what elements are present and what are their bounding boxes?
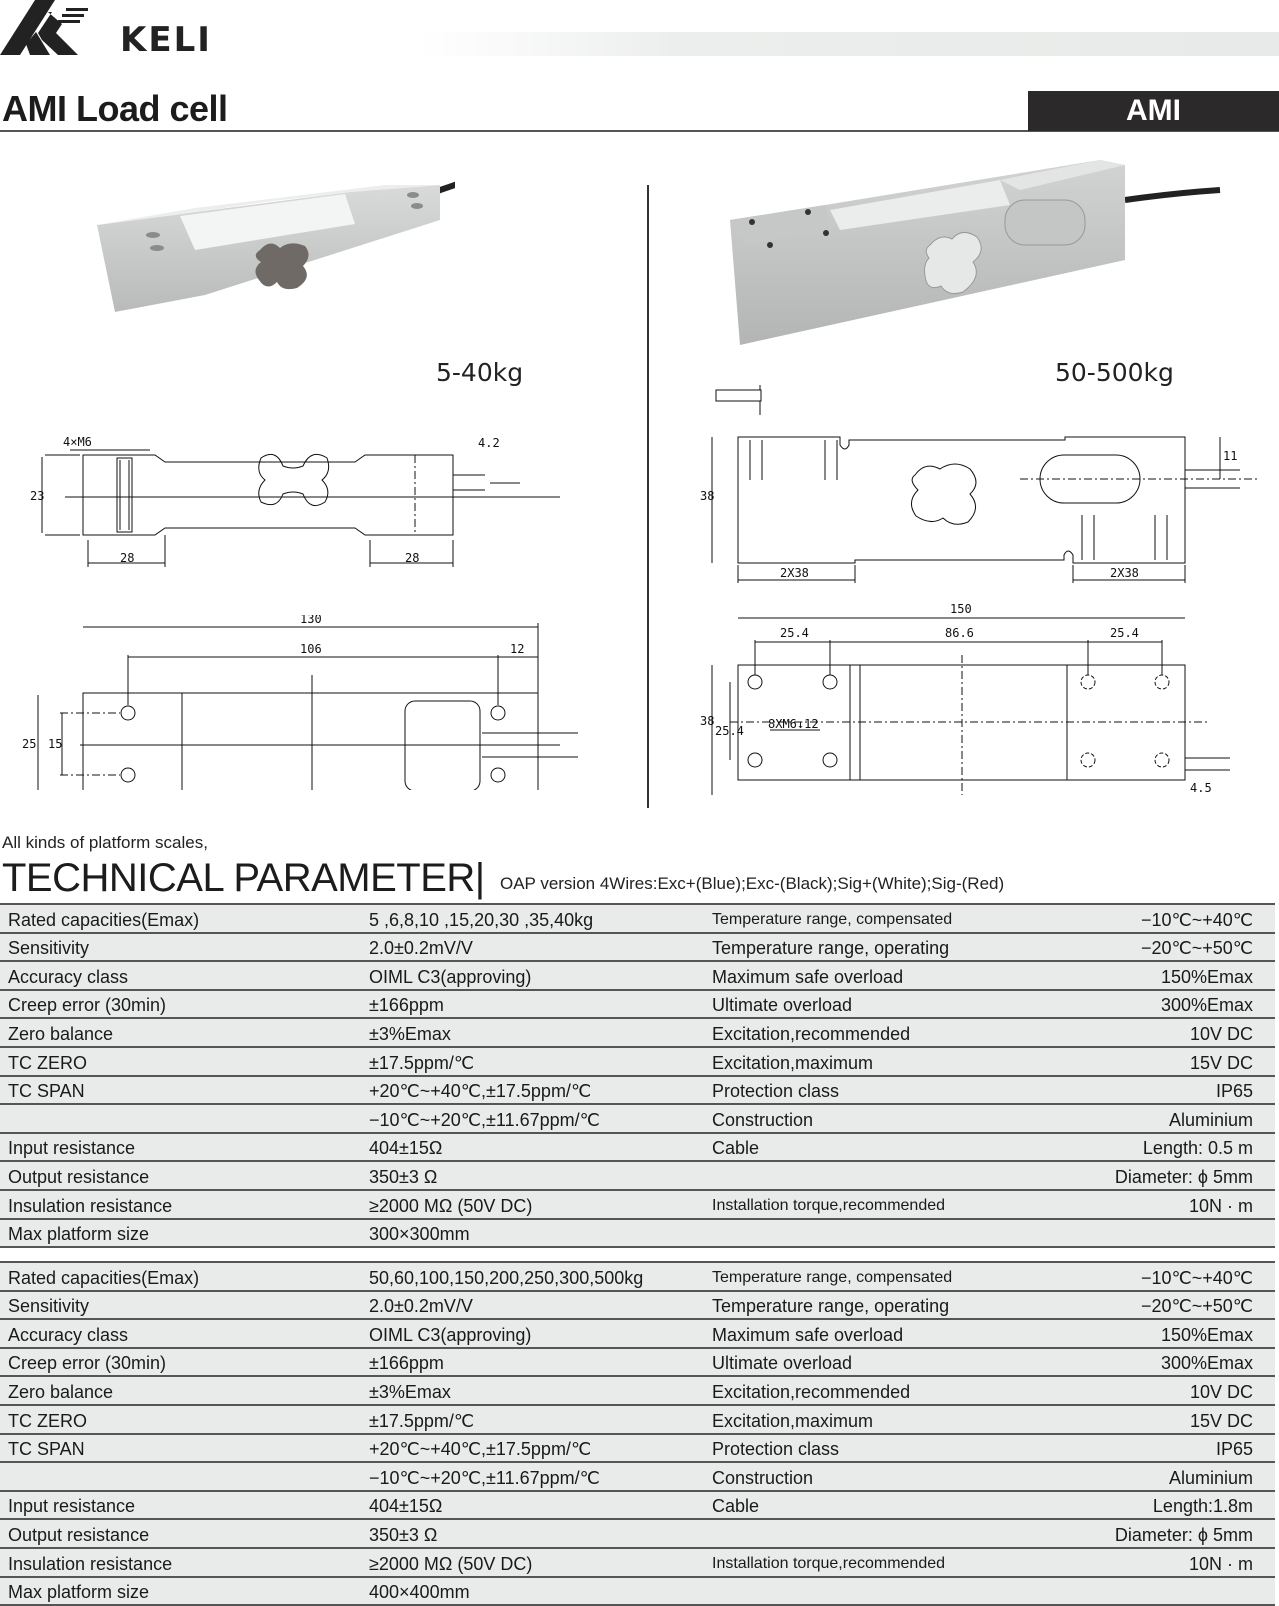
dim-38-top: 38: [700, 714, 715, 728]
drawing-top-5-40kg: [20, 615, 580, 790]
dim-25: 25: [22, 737, 37, 751]
model-badge: AMI: [1028, 91, 1279, 131]
technical-drawing: [20, 435, 580, 585]
dim-150: 150: [950, 602, 972, 616]
table-row: Rated capacities(Emax) 50,60,100,150,200,250,300,500kg Temperature range, compensated −10℃~+40℃: [0, 1262, 1275, 1291]
dim-28-right: 28: [405, 551, 420, 565]
dim-12: 12: [510, 642, 525, 656]
spec-table-50-500kg: [0, 1261, 1275, 1606]
table-row: Input resistance 404±15Ω Cable Length:1.8m: [0, 1491, 1275, 1520]
keli-logo-icon: [0, 0, 120, 60]
table-row: Output resistance 350±3 Ω Diameter: ϕ 5mm: [0, 1519, 1275, 1548]
wiring-note: OAP version 4Wires:Exc+(Blue);Exc-(Black);Sig+(White);Sig-(Red): [500, 874, 1005, 893]
load-cell-image: [95, 180, 455, 330]
table-row: Input resistance 404±15Ω Cable Length: 0.5 m: [0, 1133, 1275, 1162]
dim-2x38-right: 2X38: [1110, 566, 1139, 580]
table-row: −10℃~+20℃,±11.67ppm/℃ Construction Aluminium: [0, 1462, 1275, 1491]
product-caption-50-500kg: 50-500kg: [1055, 358, 1174, 387]
table-row: Zero balance ±3%Emax Excitation,recommended 10V DC: [0, 1018, 1275, 1047]
dim-4-5: 4.5: [1190, 781, 1212, 795]
page-title: AMI Load cell: [2, 88, 228, 129]
table-row: Creep error (30min) ±166ppm Ultimate overload 300%Emax: [0, 990, 1275, 1019]
dim-106: 106: [300, 642, 322, 656]
dim-23: 23: [30, 489, 45, 503]
table-row: Sensitivity 2.0±0.2mV/V Temperature range, operating −20℃~+50℃: [0, 933, 1275, 962]
table-row: Zero balance ±3%Emax Excitation,recommended 10V DC: [0, 1376, 1275, 1405]
table-row: TC ZERO ±17.5ppm/℃ Excitation,maximum 15V DC: [0, 1047, 1275, 1076]
dim-15: 15: [48, 737, 63, 751]
dim-25-4-vert: 25.4: [715, 724, 744, 738]
header-gradient-bar: [420, 32, 1279, 56]
section-heading: TECHNICAL PARAMETER|: [2, 856, 485, 900]
table-row: Insulation resistance ≥2000 MΩ (50V DC) Installation torque,recommended 10N · m: [0, 1190, 1275, 1219]
drawing-side-50-500kg: [700, 385, 1279, 595]
technical-drawing: [700, 385, 1279, 595]
table-row: TC SPAN +20℃~+40℃,±17.5ppm/℃ Protection class IP65: [0, 1076, 1275, 1105]
product-photo-5-40kg: [95, 180, 455, 330]
dim-25-4-right: 25.4: [1110, 626, 1139, 640]
table-row: Accuracy class OIML C3(approving) Maximum safe overload 150%Emax: [0, 1319, 1275, 1348]
table-row: TC ZERO ±17.5ppm/℃ Excitation,maximum 15V DC: [0, 1405, 1275, 1434]
table-row: Insulation resistance ≥2000 MΩ (50V DC) Installation torque,recommended 10N · m: [0, 1548, 1275, 1577]
table-row: Max platform size 400×400mm: [0, 1577, 1275, 1606]
table-row: TC SPAN +20℃~+40℃,±17.5ppm/℃ Protection class IP65: [0, 1434, 1275, 1463]
dim-130: 130: [300, 615, 322, 626]
dim-4xm6: 4×M6: [63, 435, 92, 449]
dim-86-6: 86.6: [945, 626, 974, 640]
dim-38: 38: [700, 489, 715, 503]
technical-drawing: [20, 615, 580, 790]
table-row: −10℃~+20℃,±11.67ppm/℃ Construction Aluminium: [0, 1104, 1275, 1133]
table-row: Sensitivity 2.0±0.2mV/V Temperature range, operating −20℃~+50℃: [0, 1291, 1275, 1320]
table-row: Rated capacities(Emax) 5 ,6,8,10 ,15,20,30 ,35,40kg Temperature range, compensated −10℃~+40℃: [0, 904, 1275, 933]
spec-table-5-40kg: [0, 903, 1275, 1248]
brand-name: KELI: [120, 20, 212, 60]
dim-8xm6: 8XM6↧12: [768, 717, 819, 731]
application-note: All kinds of platform scales,: [2, 833, 208, 852]
product-divider: [647, 185, 649, 808]
dim-2x38-left: 2X38: [780, 566, 809, 580]
dim-11: 11: [1223, 449, 1238, 463]
table-row: Accuracy class OIML C3(approving) Maximum safe overload 150%Emax: [0, 961, 1275, 990]
product-caption-5-40kg: 5-40kg: [436, 358, 524, 387]
dim-28-left: 28: [120, 551, 135, 565]
table-row: Max platform size 300×300mm: [0, 1219, 1275, 1248]
drawing-top-50-500kg: [700, 600, 1279, 800]
dim-25-4-left: 25.4: [780, 626, 809, 640]
drawing-side-5-40kg: [20, 435, 580, 585]
table-row: Output resistance 350±3 Ω Diameter: ϕ 5mm: [0, 1161, 1275, 1190]
load-cell-image: [730, 150, 1230, 355]
technical-drawing: [700, 600, 1279, 800]
dim-4-2: 4.2: [478, 436, 500, 450]
table-row: Creep error (30min) ±166ppm Ultimate overload 300%Emax: [0, 1348, 1275, 1377]
product-photo-50-500kg: [730, 150, 1230, 355]
